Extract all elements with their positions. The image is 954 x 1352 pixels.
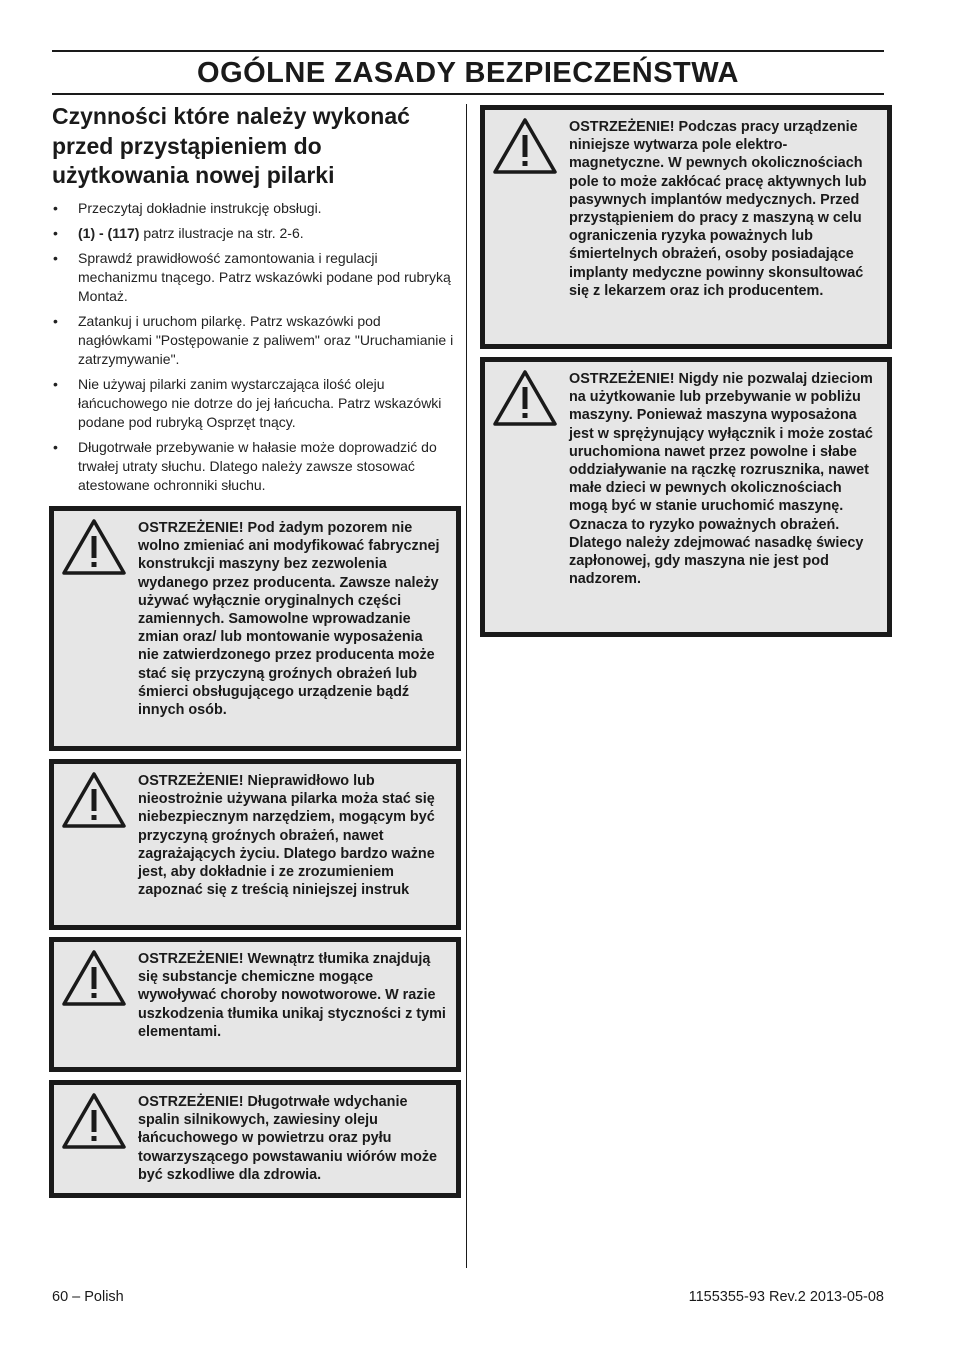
bullet-marker: •: [53, 439, 58, 455]
bullet-marker: •: [53, 225, 58, 241]
warning-triangle-icon: [61, 771, 127, 829]
list-item-text: Długotrwałe przebywanie w hałasie może doprowadzić do trwałej utraty słuchu. Dlatego należy zawsze stosować atestowane ochronniki słuchu.: [78, 439, 437, 493]
list-item-reference: (1) - (117): [78, 225, 140, 241]
warning-box: [49, 506, 461, 751]
warning-triangle-icon: [61, 1092, 127, 1150]
warning-box: [480, 105, 892, 349]
list-item: [52, 312, 454, 369]
bullet-marker: •: [53, 313, 58, 329]
bullet-marker: •: [53, 376, 58, 392]
warning-box: [49, 759, 461, 930]
warning-text: OSTRZEŻENIE! Wewnątrz tłumika znajdują się substancje chemiczne mogące wywoływać choroby nowotworowe. W razie uszkodzenia tłumika unikaj styczności z tymi elementami.: [138, 951, 446, 1040]
section-heading: Czynności które należy wykonać przed przystąpieniem do użytkowania nowej pilarki: [52, 103, 410, 188]
list-item: [52, 199, 454, 218]
bullet-list: [52, 199, 454, 501]
bullet-marker: •: [53, 200, 58, 216]
list-item: [52, 249, 454, 306]
list-item: [52, 375, 454, 432]
page-title: OGÓLNE ZASADY BEZPIECZEŃSTWA: [197, 57, 739, 89]
page-number: 60 – Polish: [52, 1289, 124, 1305]
list-item: [52, 438, 454, 495]
warning-text: OSTRZEŻENIE! Długotrwałe wdychanie spalin silnikowych, zawiesiny oleju łańcuchowego w powietrzu oraz pyłu towarzyszącego powstawaniu wiórów może być szkodliwe dla zdrowia.: [138, 1094, 438, 1183]
warning-text: OSTRZEŻENIE! Pod żadym pozorem nie wolno zmieniać ani modyfikować fabrycznej konstrukcji maszyny bez zezwolenia wydanego przez producenta. Zawsze należy używać wyłącznie oryginalnych części zamiennych. Samowolne wprowadzanie zmian oraz/ lub montowanie wyposażenia nie zatwierdzonego przez producenta może stać się przyczyną groźnych obrażeń lub śmierci obsługującego urządzenie bądź innych osób.: [138, 520, 440, 719]
document-revision: 1155355-93 Rev.2 2013-05-08: [688, 1289, 884, 1305]
header-rule-top: [52, 50, 884, 52]
header-rule-bottom: [52, 93, 884, 95]
list-item-text: Zatankuj i uruchom pilarkę. Patrz wskazówki pod nagłówkami "Postępowanie z paliwem" oraz "Uruchamianie i zatrzymywanie".: [78, 313, 454, 367]
warning-box: [49, 937, 461, 1072]
column-divider: [466, 104, 467, 1268]
warning-triangle-icon: [61, 949, 127, 1007]
list-item-text: Przeczytaj dokładnie instrukcję obsługi.: [78, 200, 322, 216]
warning-text: OSTRZEŻENIE! Nieprawidłowo lub nieostrożnie używana pilarka moża stać się niebezpiecznym narzędziem, mogącym być przyczyną groźnych obrażeń, nawet zagrażających życiu. Dlatego bardzo ważne jest, aby dokładnie i ze zrozumieniem zapoznać się z treścią niniejszej instruk: [138, 773, 435, 899]
warning-text: OSTRZEŻENIE! Podczas pracy urządzenie niniejsze wytwarza pole elektro-magnetyczne. W pewnych okolicznościach pole to może zakłócać pracę aktywnych lub pasywnych implantów medycznych. Przed przystąpieniem do pracy z maszyną w celu ograniczenia ryzyka poważnych lub śmiertelnych obrażeń, osoby posiadające implanty medyczne powinny skonsultować się z lekarzem oraz ich producentem.: [569, 119, 867, 299]
list-item-text: Nie używaj pilarki zanim wystarczająca ilość oleju łańcuchowego nie dotrze do jej łańcucha. Patrz wskazówki podane pod rubryką Osprzęt tnący.: [78, 376, 442, 430]
warning-box: [49, 1080, 461, 1198]
warning-box: [480, 357, 892, 637]
warning-triangle-icon: [492, 117, 558, 175]
bullet-marker: •: [53, 250, 58, 266]
list-item-text: Sprawdź prawidłowość zamontowania i regulacji mechanizmu tnącego. Patrz wskazówki podane pod rubryką Montaż.: [78, 250, 451, 304]
warning-triangle-icon: [61, 518, 127, 576]
warning-text: OSTRZEŻENIE! Nigdy nie pozwalaj dzieciom na użytkowanie lub przebywanie w pobliżu maszyny. Ponieważ maszyna wyposażona jest w sprężynujący wyłącznik i może zostać uruchomiona nawet przez powolne i słabe oddziaływanie na rączkę rozrusznika, nawet małe dzieci w pewnych okolicznościach mogą być w stanie uruchomić maszynę. Oznacza to ryzyko poważnych obrażeń. Dlatego należy zdejmować nasadkę świecy zapłonowej, gdy maszyna nie jest pod nadzorem.: [569, 371, 873, 588]
warning-triangle-icon: [492, 369, 558, 427]
list-item: [52, 224, 454, 243]
list-item-text: patrz ilustracje na str. 2-6.: [139, 225, 304, 241]
